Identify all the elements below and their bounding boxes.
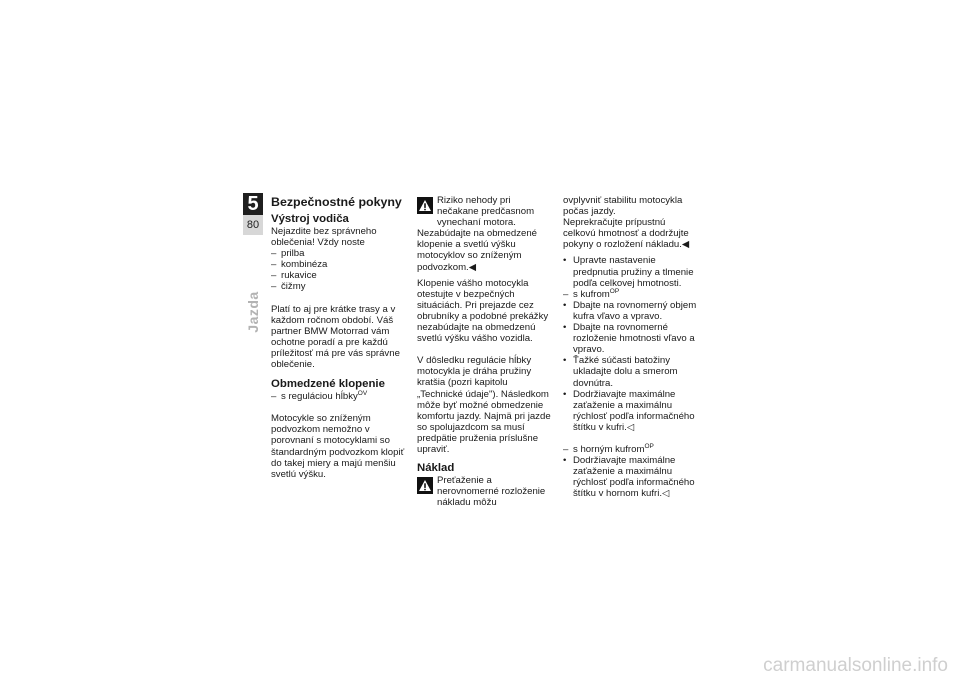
- gear-heading: Výstroj vodiča: [271, 213, 349, 225]
- gear-list: [271, 248, 407, 292]
- warning-icon: [417, 477, 433, 494]
- side-label-text: Jazda: [245, 291, 261, 333]
- load-warning-text: Preťaženie a nerovnomerné rozloženie nákladu môžu: [437, 475, 546, 509]
- list-item: – rukavice: [271, 270, 407, 281]
- warning-triangle-icon: [418, 479, 432, 492]
- stability-text: ovplyvniť stabilitu motocykla počas jazdy.: [563, 195, 683, 218]
- list-item: • Dbajte na rovnomerné rozloženie hmotnosti vľavo a vpravo.: [563, 322, 700, 355]
- list-item: • Ťažké súčasti batožiny ukladajte dolu a smerom dovnútra.: [563, 355, 700, 388]
- column-1: [271, 195, 407, 480]
- lean-test-text: Klopenie vášho motocykla otestujte v bezpečných situáciách. Pri prejazde cez obrubníky a podobné prekážky nezabúdajte na obmedzenú svetlú výšku vášho vozidla.: [417, 277, 549, 345]
- case2-sup: OP: [644, 442, 654, 450]
- list-item: [563, 444, 700, 455]
- chapter-tab: [243, 193, 263, 235]
- lean-text: Motocykle so zníženým podvozkom nemožno v porovnaní s motocyklami so štandardným podvozkom klopiť do takej miery a majú menšiu svetlú výšku.: [271, 413, 405, 480]
- list-item: • Dodržiavajte maximálne zaťaženie a maximálnu rýchlosť podľa informačného štítku v kufri.◁: [563, 389, 700, 433]
- section-title: Bezpečnostné pokyny: [271, 195, 402, 209]
- watermark-bar: [0, 652, 960, 679]
- page-number: 80: [246, 219, 260, 231]
- topcase-list: [563, 444, 700, 499]
- case1-text: s kufrom: [573, 288, 610, 300]
- warning-lead: Riziko nehody pri nečakane predčasnom vynechaní motora.: [437, 195, 535, 229]
- warning-tail: Nezabúdajte na obmedzené klopenie a svetlú výšku motocyklov so zníženým podvozkom.◀: [417, 228, 538, 273]
- lean-heading: Obmedzené klopenie: [271, 378, 385, 391]
- warning-triangle-icon: [418, 199, 432, 212]
- load-heading: Náklad: [417, 462, 455, 475]
- lean-item-text: s reguláciou hĺbky: [281, 391, 358, 403]
- list-item: [563, 289, 700, 300]
- suspension-text: V dôsledku regulácie hĺbky motocykla je dráha pružiny kratšia (pozri kapitolu „Technické údaje"). Následkom môže byť možné obmedzenie komfortu jazdy. Najmä pri jazde so spolujazdcom sa musí predpätie pruženia príslušne upraviť.: [417, 355, 551, 455]
- list-item: • Dodržiavajte maximálne zaťaženie a maximálnu rýchlosť podľa informačného štítku v hornom kufri.◁: [563, 455, 700, 499]
- watermark-text: carmanualsonline.info: [763, 655, 948, 676]
- lean-item-sup: OV: [357, 390, 368, 398]
- gear-note: Platí to aj pre krátke trasy a v každom ročnom období. Váš partner BMW Motorrad vám ochotne poradí a pre každú príležitosť má pre vás správne oblečenie.: [271, 303, 400, 371]
- column-3: [563, 195, 700, 499]
- list-item: – čižmy: [271, 281, 407, 292]
- side-label: [243, 291, 263, 333]
- column-2: [417, 195, 554, 508]
- case2-text: s horným kufrom: [573, 443, 645, 455]
- chapter-number: 5: [247, 193, 259, 215]
- lean-list: [271, 391, 407, 402]
- list-item: • Dbajte na rovnomerný objem kufra vľavo a vpravo.: [563, 300, 700, 322]
- list-item: [271, 391, 407, 402]
- adjust-list: [563, 255, 700, 433]
- weight-text: Neprekračujte prípustnú celkovú hmotnosť a dodržujte pokyny o rozložení nákladu.◀: [563, 217, 690, 251]
- warning-icon: [417, 197, 433, 214]
- list-item: – prilba: [271, 248, 407, 259]
- list-item: • Upravte nastavenie predpnutia pružiny a tlmenie podľa celkovej hmotnosti.: [563, 255, 700, 288]
- case1-sup: OP: [609, 287, 620, 295]
- warning-block: [417, 475, 554, 508]
- list-item: – kombinéza: [271, 259, 407, 270]
- gear-intro: Nejazdite bez správneho oblečenia! Vždy noste: [271, 226, 377, 249]
- warning-block: [417, 195, 554, 228]
